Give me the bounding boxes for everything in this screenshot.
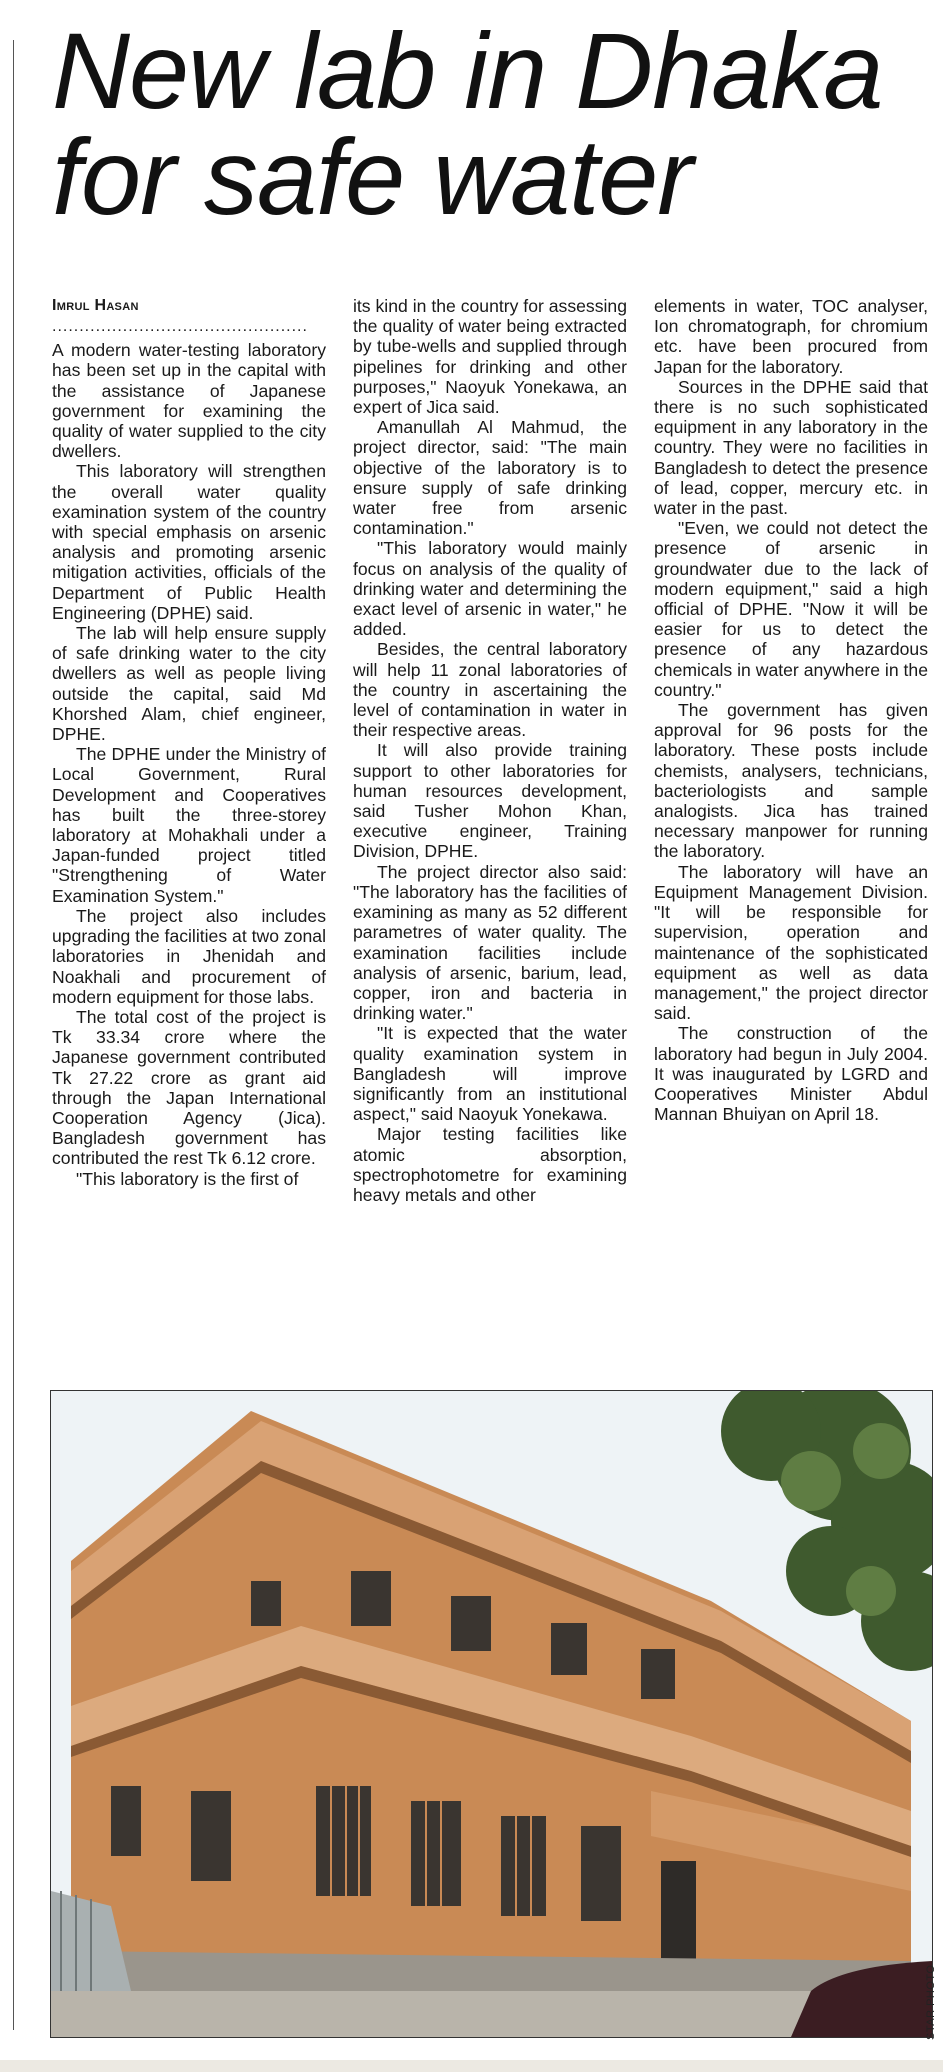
byline: Imrul Hasan bbox=[52, 297, 139, 314]
paragraph: elements in water, TOC analyser, Ion chromatograph, for chromium etc. have been procured from Japan for the laboratory. bbox=[654, 296, 928, 377]
paragraph: "This laboratory is the first of bbox=[76, 1168, 299, 1189]
paragraph: The total cost of the project is Tk 33.34 crore where the Japanese government contributed Tk 27.22 crore as grant aid through the Japan International Cooperation Agency (Jica). Bangladesh government has contributed the rest Tk 6.12 crore. bbox=[52, 1006, 326, 1169]
left-column-rule bbox=[13, 40, 14, 2030]
paragraph: its kind in the country for assessing the quality of water being extracted by tube-wells and supplied through pipelines for drinking and other purposes," Naoyuk Yonekawa, an expert of Jica said. bbox=[353, 296, 627, 418]
paragraph: It will also provide training support to other laboratories for human resources development, said Tusher Mohon Khan, executive engineer, Training Division, DPHE. bbox=[353, 740, 627, 862]
paragraph: A modern water-testing laboratory has been set up in the capital with the assistance of Japanese government for examining the quality of water supplied to the city dwellers. bbox=[52, 340, 326, 462]
column-3 bbox=[654, 296, 928, 1358]
paragraph: The government has given approval for 96 posts for the laboratory. These posts include chemists, analysers, technicians, bacteriologists and sample analogists. Jica has trained necessary manpower for running the laboratory. bbox=[654, 700, 928, 862]
paragraph: Besides, the central laboratory will help 11 zonal laboratories of the country in ascertaining the level of contamination in water in their respective areas. bbox=[353, 639, 627, 741]
paragraph: "This laboratory would mainly focus on analysis of the quality of drinking water and determining the exact level of arsenic in water," he added. bbox=[353, 538, 627, 640]
paragraph: "It is expected that the water quality examination system in Bangladesh will improve significantly from an institutional aspect," said Naoyuk Yonekawa. bbox=[353, 1023, 627, 1125]
headline: New lab in Dhaka for safe water bbox=[52, 10, 883, 237]
lab-building-photo bbox=[50, 1390, 933, 2038]
byline-separator: ............................................... bbox=[52, 318, 308, 336]
paragraph: The laboratory will have an Equipment Management Division. "It will be responsible for supervision, operation and maintenance of the sophisticated equipment as well as data management," the project director said. bbox=[654, 861, 928, 1024]
building-illustration bbox=[51, 1391, 932, 2037]
paragraph: The construction of the laboratory had begun in July 2004. It was inaugurated by LGRD and Cooperatives Minister Abdul Mannan Bhuiyan on April 18. bbox=[654, 1023, 928, 1125]
paragraph: The DPHE under the Ministry of Local Government, Rural Development and Cooperatives has built the three-storey laboratory at Mohakhali under a Japan-funded project titled "Strengthening of Water Examination System." bbox=[52, 744, 326, 906]
page-bottom-band bbox=[0, 2060, 943, 2072]
article-body bbox=[52, 296, 927, 1358]
paragraph: Amanullah Al Mahmud, the project director, said: "The main objective of the laboratory is to ensure supply of safe drinking water free from arsenic contamination." bbox=[353, 417, 627, 539]
paragraph: "Even, we could not detect the presence of arsenic in groundwater due to the lack of modern equipment," said a high official of DPHE. "Now it will be easier for us to detect the presence of any hazardous chemicals in water anywhere in the country." bbox=[654, 518, 928, 700]
paragraph: The project director also said: "The laboratory has the facilities of examining as many as 52 different parametres of water quality. The examination facilities include analysis of arsenic, barium, lead, copper, iron and bacteria in drinking water." bbox=[353, 861, 627, 1024]
photo-credit: STAR PHOTO bbox=[925, 1964, 937, 2040]
paragraph: Major testing facilities like atomic absorption, spectrophotometre for examining heavy metals and other bbox=[353, 1124, 627, 1205]
paragraph: This laboratory will strengthen the overall water quality examination system of the country with special emphasis on arsenic analysis and promoting arsenic mitigation activities, officials of the Department of Public Health Engineering (DPHE) said. bbox=[52, 461, 326, 623]
paragraph: The lab will help ensure supply of safe drinking water to the city dwellers as well as people living outside the capital, said Md Khorshed Alam, chief engineer, DPHE. bbox=[52, 623, 326, 745]
column-1 bbox=[52, 296, 326, 1358]
column-2 bbox=[353, 296, 627, 1358]
paragraph: Sources in the DPHE said that there is no such sophisticated equipment in any laboratory in the country. They were no facilities in Bangladesh to detect the presence of lead, copper, mercury etc. in water in the past. bbox=[654, 376, 928, 519]
paragraph: The project also includes upgrading the facilities at two zonal laboratories in Jhenidah and Noakhali and procurement of modern equipment for those labs. bbox=[52, 905, 326, 1007]
